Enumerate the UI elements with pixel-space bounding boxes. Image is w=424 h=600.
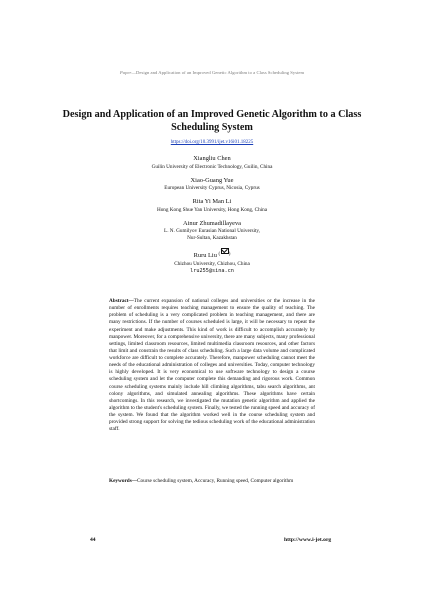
journal-abbrev: Paper — [119, 70, 132, 75]
author-entry — [0, 248, 424, 275]
author-name: Xiao-Guang Yue — [190, 176, 234, 184]
abstract — [109, 298, 315, 433]
author-affiliation: European University Cyprus, Nicosia, Cyprus — [164, 185, 260, 191]
footer-url[interactable]: http://www.i-jet.org — [284, 537, 332, 543]
author-affiliation: Chizhou University, Chizhou, China — [174, 260, 250, 267]
running-title: —Design and Application of an Improved Genetic Algorithm to a Class Scheduling System — [131, 70, 305, 75]
author-name: Rita Yi Man Li — [192, 198, 232, 205]
abstract-label: Abstract— — [109, 298, 134, 304]
author-affiliation: Hong Kong Shue Yan University, Hong Kong, China — [156, 206, 268, 213]
doi-link[interactable]: https://doi.org/10.3991/ijet.v16i01.18225 — [170, 140, 254, 145]
author-name: Ruru Liu — [193, 252, 217, 259]
corresponding-marker: ( ) — [219, 252, 231, 257]
page-number: 44 — [90, 537, 96, 543]
keywords — [109, 478, 315, 485]
author-affiliation: Guilin University of Electronic Technology, Guilin, China — [151, 163, 273, 170]
author-entry — [0, 198, 424, 214]
paper-title: Design and Application of an Improved Genetic Algorithm to a Class Scheduling System — [62, 109, 362, 133]
author-affiliation: Nur-Sultan, Kazakhstan — [187, 235, 237, 241]
envelope-icon — [221, 248, 229, 254]
author-block — [0, 155, 424, 281]
author-name: Ainur Zhumadillayeva — [182, 219, 242, 227]
author-entry — [0, 177, 424, 193]
author-affiliation: L. N. Gumilyov Eurasian National University, — [164, 228, 260, 234]
abstract-text: The current expansion of national colleges and universities or the increase in the number of enrollments requires teaching management to ensure the quality of teaching. The problem of scheduling is a very complicated problem in teaching management, and there are many restrictions. If the number of courses scheduled is large, it will be necessary to repeat the experiment and make adjustments. This kind of work is difficult to accomplish accurately by manpower. Moreover, for a comprehensive university, there are many subjects, many professional settings, limited classroom resources, limited multimedia classroom resources, and other factors that limit and constrain the results of class scheduling. Such a large data volume and complicated workforce are difficult to complete accurately. Therefore, manpower scheduling cannot meet the needs of the educational administration of colleges and universities. Today, computer technology is highly developed. It is very economical to use software technology to design a course scheduling system and let the computer complete this demanding and rigorous work. Common course scheduling systems mainly include hill climbing algorithms, tabu search algorithms, ant colony algorithms, and simulated annealing algorithms. These algorithms have certain shortcomings. In this research, we investigated the mutation genetic algorithm and applied the algorithm to the student's scheduling system. Finally, we tested the running speed and accuracy of the system. We found that the algorithm worked well in the course scheduling system and provided strong support for solving the tedious scheduling work of the educational administration staff. — [109, 298, 315, 433]
keywords-label: Keywords— — [109, 478, 137, 484]
author-email[interactable]: lru255@sina.cn — [190, 267, 234, 274]
corresponding-author — [0, 248, 424, 261]
author-entry — [0, 155, 424, 171]
author-entry — [0, 220, 424, 243]
keywords-text: Course scheduling system, Accuracy, Running speed, Computer algorithm — [137, 478, 294, 484]
author-name: Xiangliu Chen — [193, 155, 231, 162]
running-head — [0, 70, 424, 75]
